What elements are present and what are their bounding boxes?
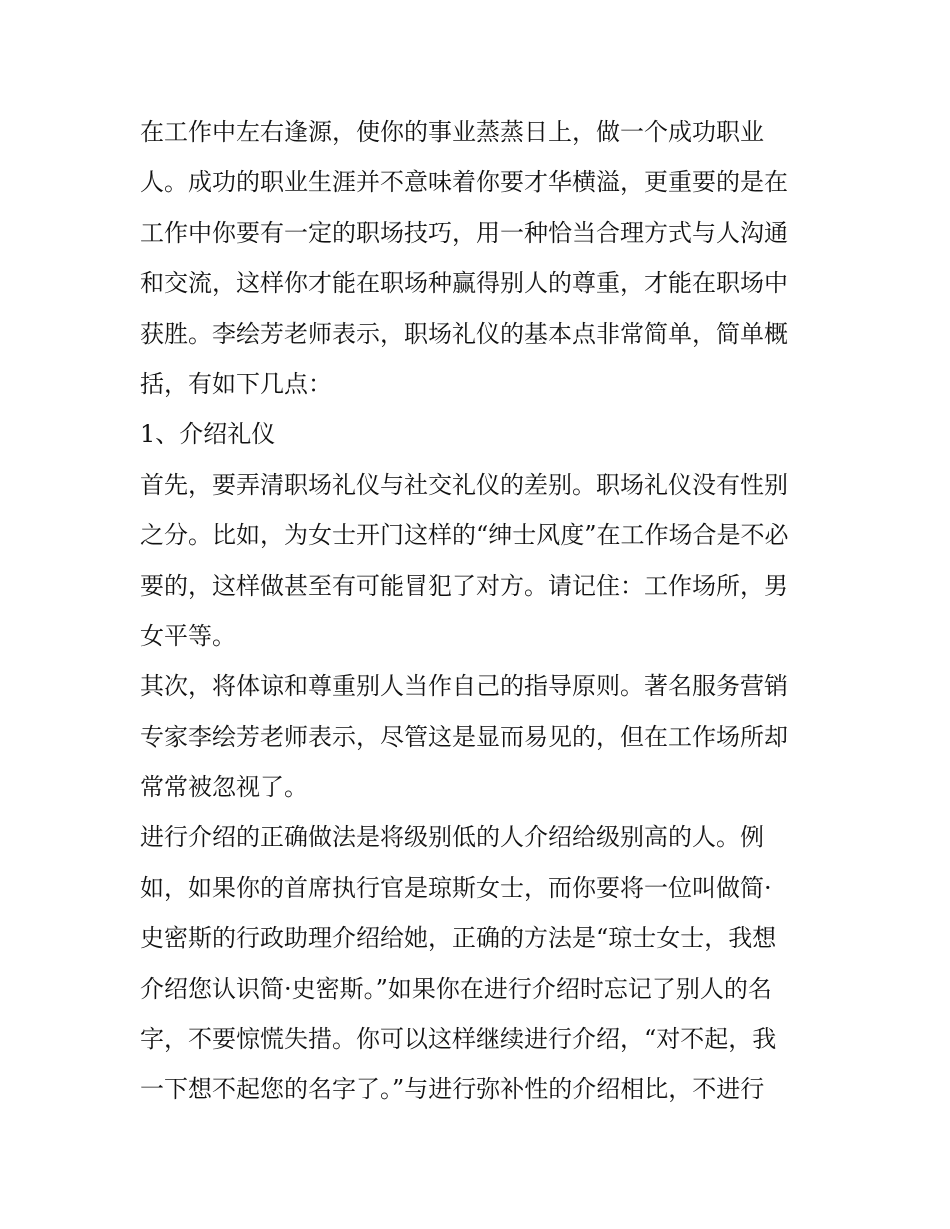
text-line: 括，有如下几点： [140, 369, 332, 398]
text-line: 之分。比如，为女士开门这样的“绅士风度”在工作场合是不必 [140, 521, 789, 550]
text-line: 人。成功的职业生涯并不意味着你要才华横溢，更重要的是在 [140, 168, 788, 197]
text-line: 专家李绘芳老师表示，尽管这是显而易见的，但在工作场所却 [140, 722, 788, 751]
text-line: 其次，将体谅和尊重别人当作自己的指导原则。著名服务营销 [140, 672, 788, 701]
text-line: 在工作中左右逢源，使你的事业蒸蒸日上，做一个成功职业 [140, 118, 764, 146]
text-line: 工作中你要有一定的职场技巧，用一种恰当合理方式与人沟通 [140, 218, 788, 247]
text-line: 常常被忽视了。 [140, 773, 308, 802]
text-line: 女平等。 [140, 621, 236, 650]
text-line: 史密斯的行政助理介绍给她，正确的方法是“琼士女士，我想 [140, 924, 777, 953]
text-line: 获胜。李绘芳老师表示，职场礼仪的基本点非常简单，简单概 [140, 319, 788, 348]
text-line: 字，不要惊慌失措。你可以这样继续进行介绍，“对不起，我 [140, 1025, 777, 1054]
document-body [140, 107, 815, 1115]
text-line: 要的，这样做甚至有可能冒犯了对方。请记住：工作场所，男 [140, 571, 788, 600]
text-line: 和交流，这样你才能在职场种赢得别人的尊重，才能在职场中 [140, 269, 788, 298]
section-heading: 1、介绍礼仪 [140, 420, 276, 449]
text-line: 一下想不起您的名字了。”与进行弥补性的介绍相比，不进行 [140, 1075, 765, 1104]
text-line: 介绍您认识简·史密斯。”如果你在进行介绍时忘记了别人的名 [140, 974, 772, 1003]
text-line: 如，如果你的首席执行官是琼斯女士，而你要将一位叫做简· [140, 873, 772, 902]
text-line: 进行介绍的正确做法是将级别低的人介绍给级别高的人。例 [140, 823, 764, 852]
text-line: 首先，要弄清职场礼仪与社交礼仪的差别。职场礼仪没有性别 [140, 470, 788, 499]
